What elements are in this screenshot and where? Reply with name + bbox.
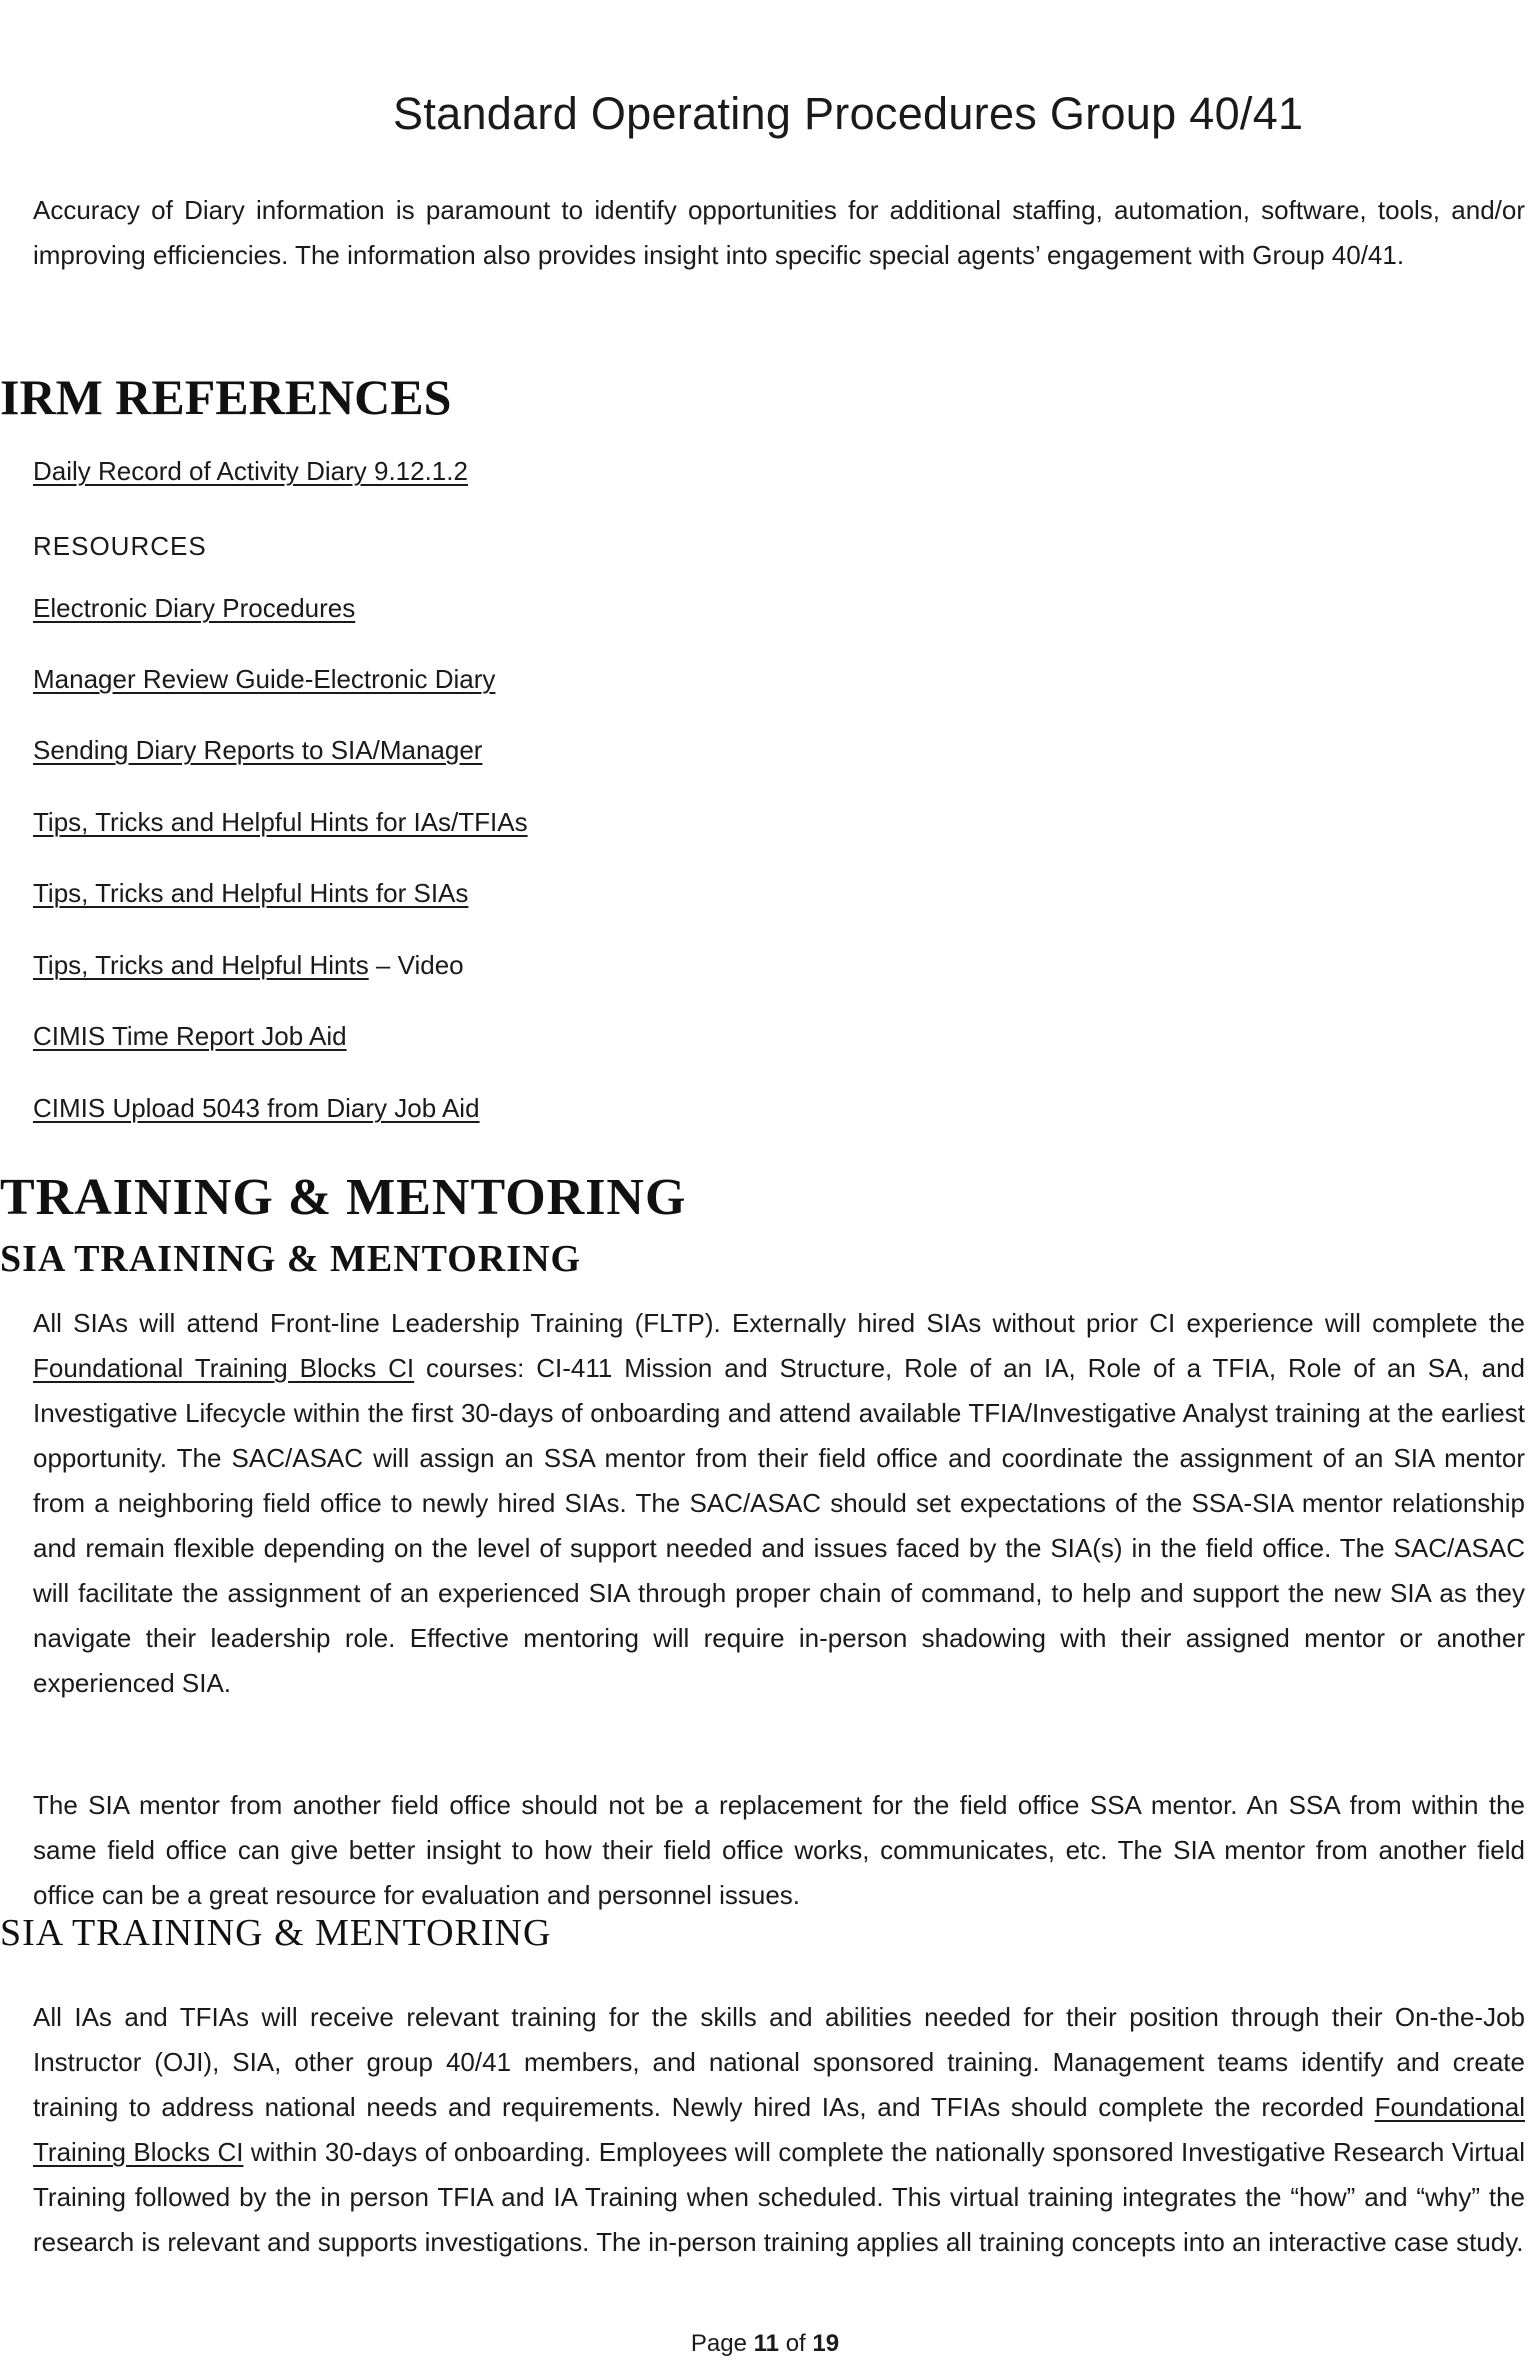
ia-para-text-after: within 30-days of onboarding. Employees will complete the nationally sponsored Investigative Research Virtual Training followed by the in person TFIA and IA Training when scheduled. This virtual training integrates the “how” and “why” the research is relevant and supports investigations. The in-person training applies all training concepts into an interactive case study. bbox=[33, 2137, 1525, 2257]
ia-para-text-before: All IAs and TFIAs will receive relevant training for the skills and abilities needed for their position through their On-the-Job Instructor (OJI), SIA, other group 40/41 members, and national sponsored training. Management teams identify and create training to address national needs and requirements. Newly hired IAs, and TFIAs should complete the recorded bbox=[33, 2002, 1525, 2122]
sia-training-paragraph-2: The SIA mentor from another field office should not be a replacement for the field office SSA mentor. An SSA from within the same field office can give better insight to how their field office works, communicates, etc. The SIA mentor from another field office can be a great resource for evaluation and personnel issues. bbox=[33, 1790, 1525, 1910]
irm-references-heading: IRM REFERENCES bbox=[0, 369, 452, 425]
footer-total-pages: 19 bbox=[812, 2330, 840, 2357]
resource-link-cimis-time-report[interactable]: CIMIS Time Report Job Aid bbox=[33, 1021, 347, 1051]
resource-link-tips-video[interactable]: Tips, Tricks and Helpful Hints bbox=[33, 950, 369, 980]
resource-link-tips-ias-tfias[interactable]: Tips, Tricks and Helpful Hints for IAs/TFIAs bbox=[33, 807, 528, 837]
irm-reference-link[interactable]: Daily Record of Activity Diary 9.12.1.2 bbox=[33, 456, 468, 486]
page-header-title: Standard Operating Procedures Group 40/41 bbox=[393, 88, 1304, 139]
resource-link-manager-review-guide[interactable]: Manager Review Guide-Electronic Diary bbox=[33, 664, 496, 694]
sia-training-paragraph-1 bbox=[33, 1301, 1525, 1706]
resource-link-sending-diary-reports[interactable]: Sending Diary Reports to SIA/Manager bbox=[33, 735, 483, 765]
foundational-training-link-2[interactable]: Foundational Training Blocks CI bbox=[33, 2092, 1525, 2167]
resource-link-cimis-upload-5043[interactable]: CIMIS Upload 5043 from Diary Job Aid bbox=[33, 1093, 480, 1123]
intro-paragraph: Accuracy of Diary information is paramount to identify opportunities for additional staffing, automation, software, tools, and/or improving efficiencies. The information also provides insight into specific special agents’ engagement with Group 40/41. bbox=[33, 195, 1525, 270]
footer-page-number: 11 bbox=[753, 2330, 780, 2357]
foundational-training-link[interactable]: Foundational Training Blocks CI bbox=[33, 1353, 415, 1383]
resource-link-tips-sias[interactable]: Tips, Tricks and Helpful Hints for SIAs bbox=[33, 878, 469, 908]
ia-training-paragraph bbox=[33, 1995, 1525, 2265]
resource-item-tips-video bbox=[33, 950, 464, 981]
sia-training-heading-2: SIA TRAINING & MENTORING bbox=[0, 1912, 552, 1954]
resources-label: RESOURCES bbox=[33, 531, 207, 561]
resource-link-electronic-diary-procedures[interactable]: Electronic Diary Procedures bbox=[33, 593, 356, 623]
resource-video-suffix: – Video bbox=[368, 950, 464, 980]
sia-training-heading: SIA TRAINING & MENTORING bbox=[0, 1238, 582, 1280]
training-mentoring-heading: TRAINING & MENTORING bbox=[0, 1169, 687, 1226]
footer-of-word: of bbox=[785, 2330, 806, 2357]
footer-page-word: Page bbox=[690, 2330, 747, 2357]
page-footer bbox=[0, 2330, 1530, 2358]
sia-para1-text-before: All SIAs will attend Front-line Leadership Training (FLTP). Externally hired SIAs without prior CI experience will complete the bbox=[33, 1308, 1525, 1338]
sia-para1-text-after: courses: CI-411 Mission and Structure, Role of an IA, Role of a TFIA, Role of an SA, and Investigative Lifecycle within the first 30-days of onboarding and attend available TFIA/Investigative Analyst training at the earliest opportunity. The SAC/ASAC will assign an SSA mentor from their field office and coordinate the assignment of an SIA mentor from a neighboring field office to newly hired SIAs. The SAC/ASAC should set expectations of the SSA-SIA mentor relationship and remain flexible depending on the level of support needed and issues faced by the SIA(s) in the field office. The SAC/ASAC will facilitate the assignment of an experienced SIA through proper chain of command, to help and support the new SIA as they navigate their leadership role. Effective mentoring will require in-person shadowing with their assigned mentor or another experienced SIA. bbox=[33, 1353, 1525, 1698]
